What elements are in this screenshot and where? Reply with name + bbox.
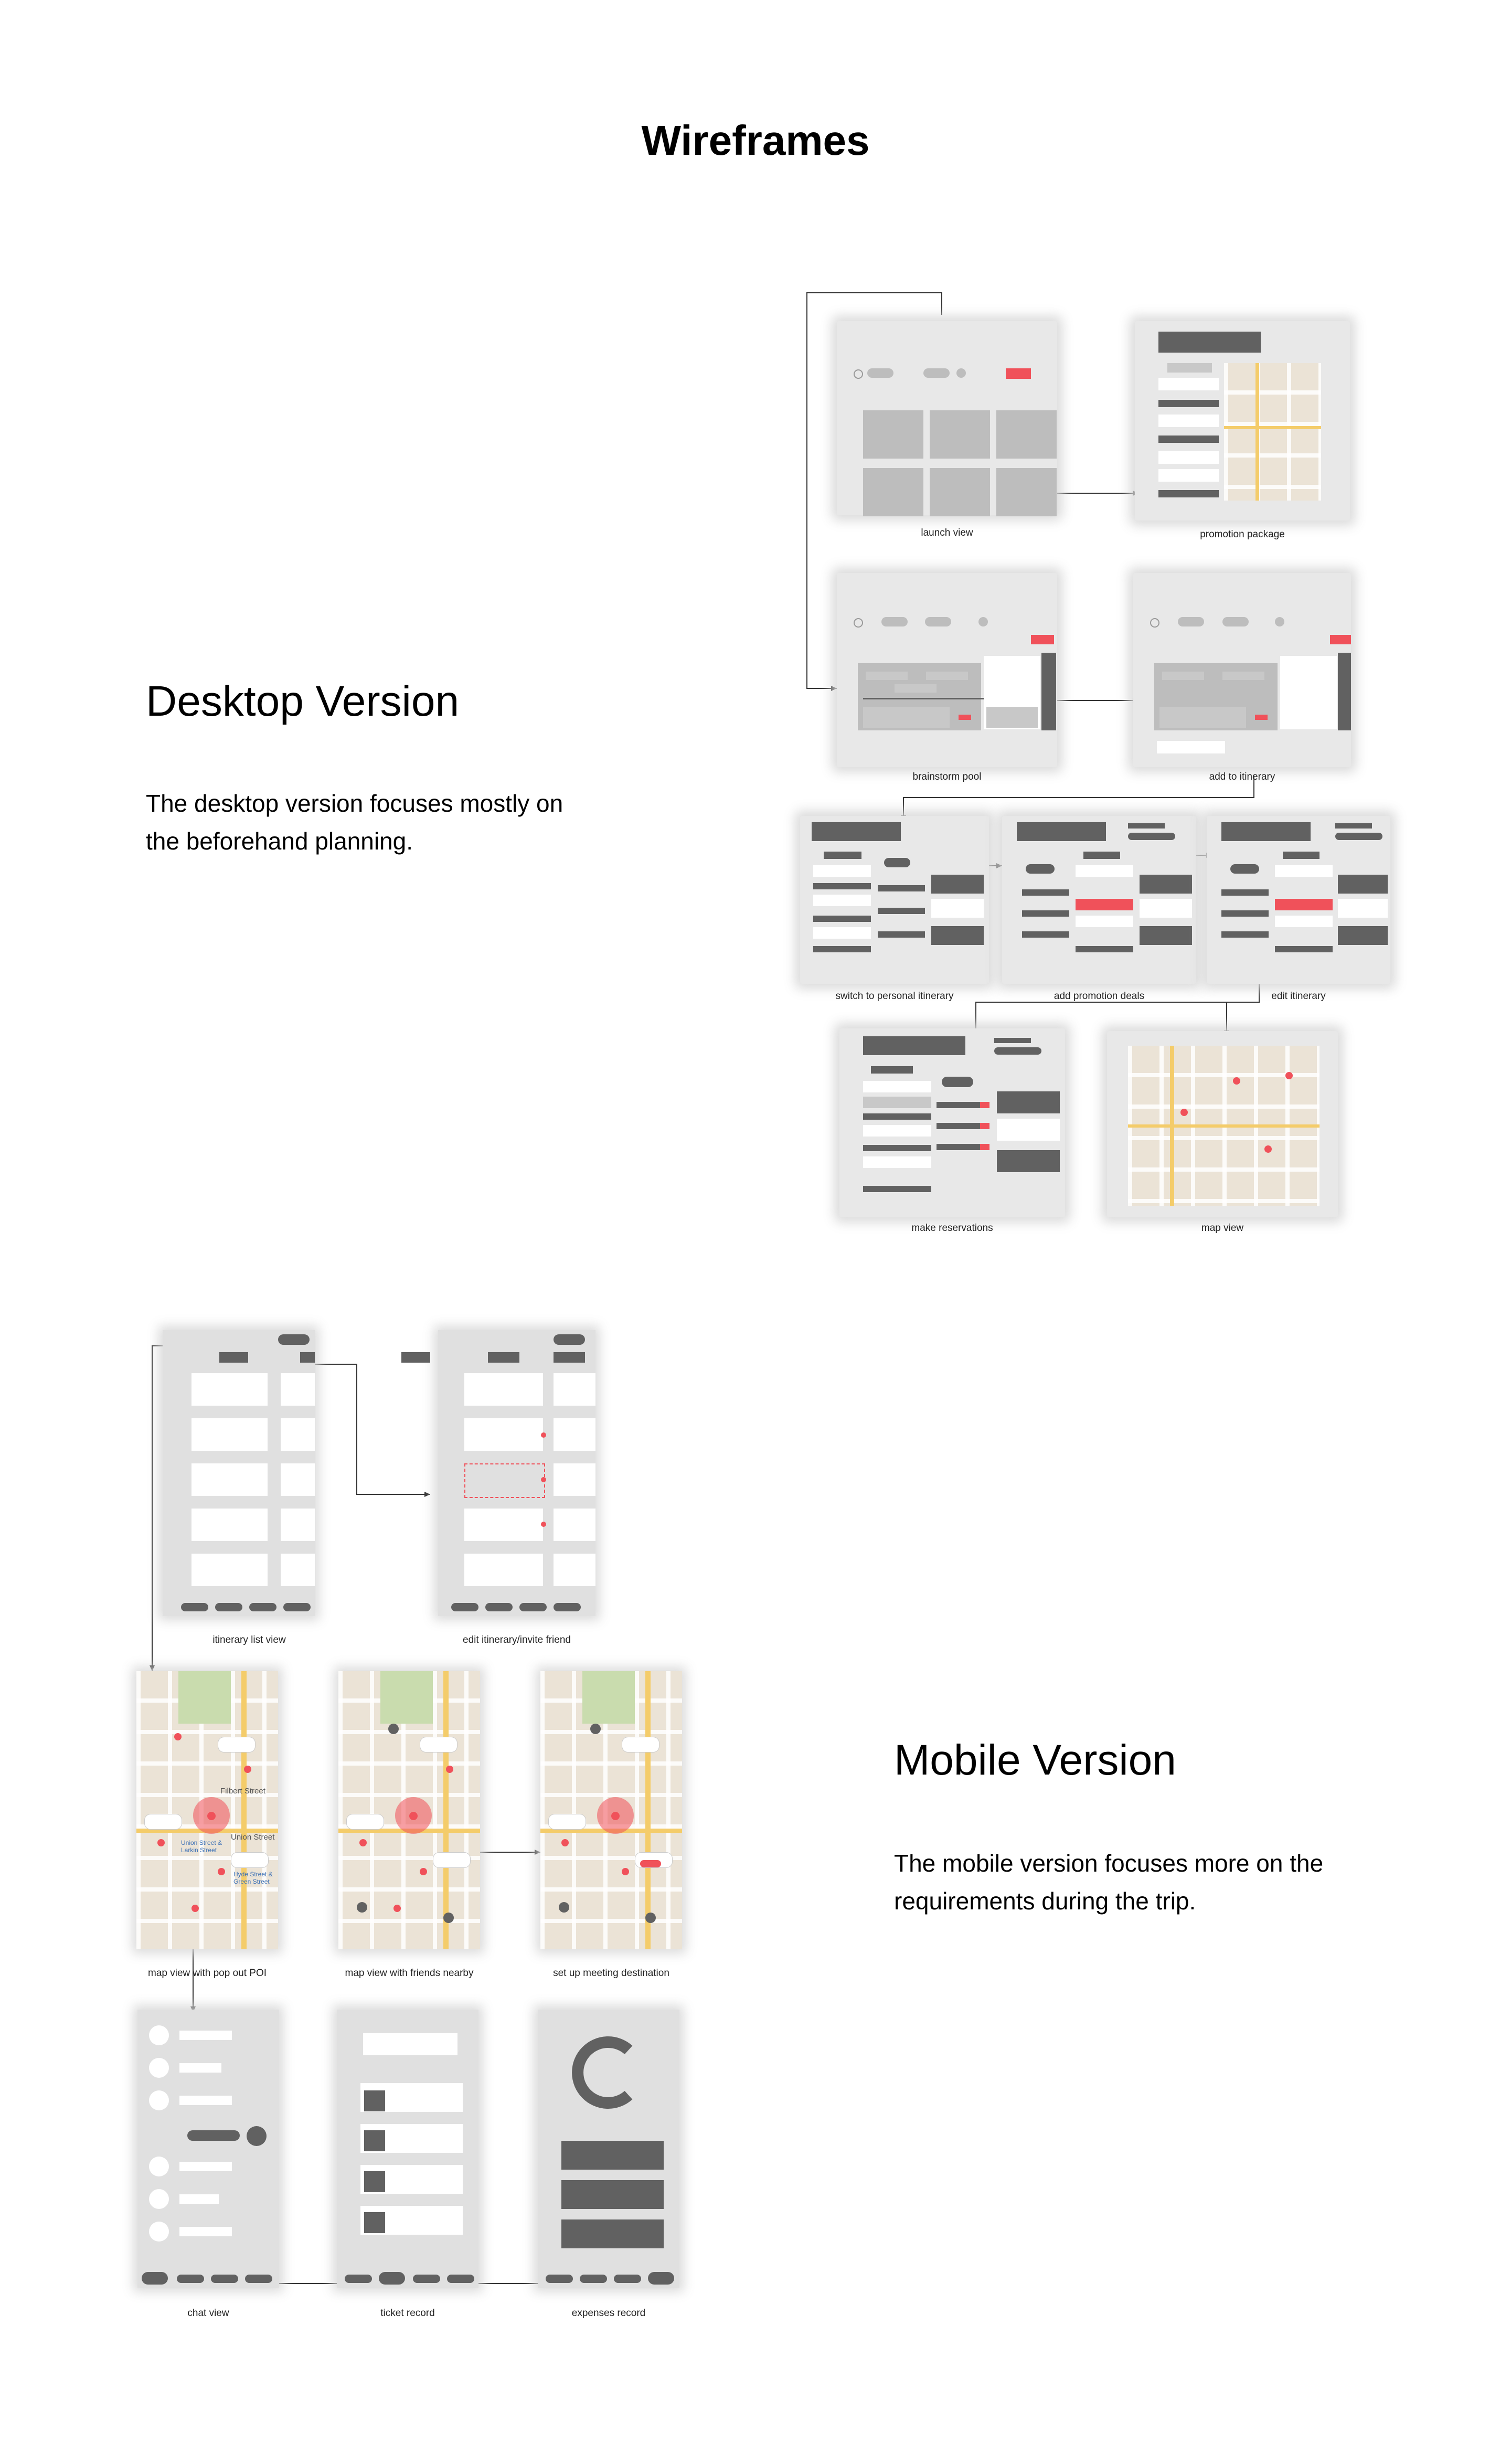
dashed-drop-target [464,1463,545,1498]
caption-add-to-itinerary: add to itinerary [1209,771,1275,782]
screen-expenses-record [538,2010,679,2288]
budget-ring-icon [567,2033,640,2112]
station-label: Union Street & Larkin Street [181,1839,222,1854]
desktop-map [1128,1046,1320,1206]
street-label-union: Union Street [231,1833,275,1842]
caption-switch-personal: switch to personal itinerary [835,991,954,1002]
screen-chat-view [137,2010,279,2288]
screen-launch-view [837,321,1057,515]
street-label-filbert: Filbert Street [220,1787,265,1796]
caption-expenses: expenses record [571,2308,646,2319]
caption-map-poi: map view with pop out POI [148,1968,267,1979]
caption-chat: chat view [187,2308,229,2319]
screen-edit-itinerary [1207,816,1390,984]
screen-add-promotion-deals [1002,816,1196,984]
page-title: Wireframes [641,117,870,164]
caption-brainstorm-pool: brainstorm pool [912,771,982,782]
mobile-description: The mobile version focuses more on the requirements during the trip. [894,1850,1324,1915]
screen-make-reservations [839,1028,1065,1217]
screen-map-view [1107,1031,1338,1217]
caption-edit-invite: edit itinerary/invite friend [463,1634,571,1645]
screen-set-up-meeting [540,1671,682,1949]
screen-switch-personal-itinerary [800,816,989,984]
caption-map-friends: map view with friends nearby [345,1968,474,1979]
caption-meeting: set up meeting destination [553,1968,669,1979]
caption-promotion-package: promotion package [1200,529,1285,540]
promotion-map [1224,363,1321,501]
caption-itinerary-list: itinerary list view [212,1634,286,1645]
screen-map-friends-nearby [338,1671,480,1949]
screen-promotion-package [1135,321,1350,521]
screen-map-pop-out-poi [136,1671,278,1949]
caption-map-view: map view [1201,1223,1244,1234]
screen-ticket-record [337,2010,478,2288]
caption-edit-itinerary: edit itinerary [1271,991,1326,1002]
connector-list-edit [302,1364,430,1494]
screen-brainstorm-pool [837,573,1057,767]
caption-launch-view: launch view [921,527,973,538]
desktop-heading: Desktop Version [146,677,460,725]
station-label-b: Hyde Street & Green Street [233,1871,273,1885]
caption-ticket: ticket record [380,2308,435,2319]
screen-edit-invite-friend [438,1330,595,1616]
screen-add-to-itinerary [1133,573,1351,767]
mobile-heading: Mobile Version [894,1736,1176,1784]
screen-itinerary-list-view [163,1330,315,1616]
caption-make-reservations: make reservations [911,1223,993,1234]
caption-add-promotion: add promotion deals [1054,991,1145,1002]
desktop-description: The desktop version focuses mostly on the beforehand planning. [146,790,563,855]
connector-edit-reserve [976,976,1259,1036]
